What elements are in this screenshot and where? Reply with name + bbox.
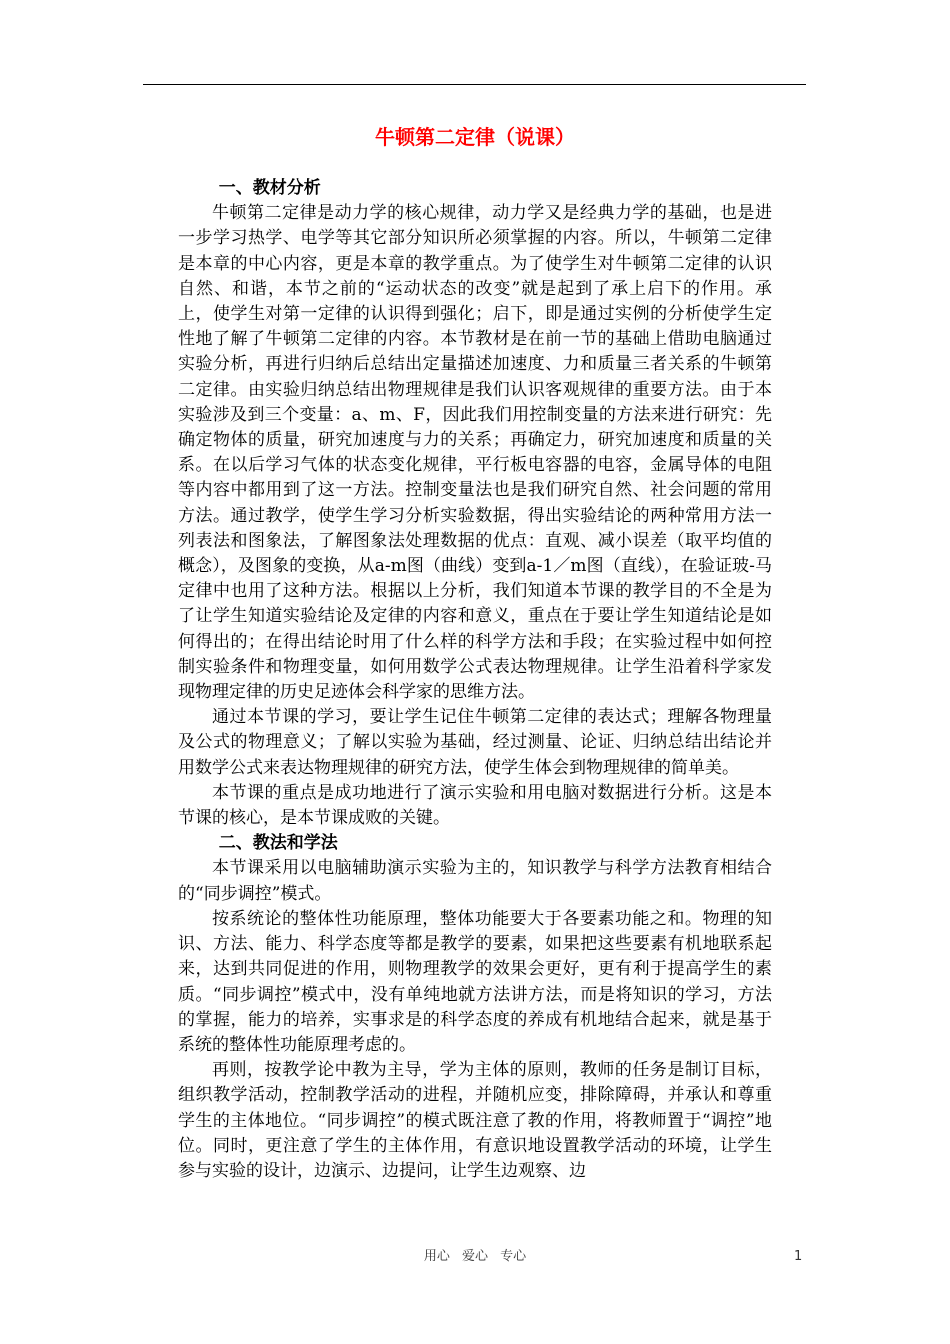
document-body	[178, 176, 772, 1184]
paragraph: 通过本节课的学习，要让学生记住牛顿第二定律的表达式；理解各物理量及公式的物理意义；了解以实验为基础，经过测量、论证、归纳总结出结论并用数学公式来表达物理规律的研究方法，使学生体会到物理规律的简单美。	[178, 707, 772, 778]
section-heading: 一、教材分析	[218, 178, 321, 198]
paragraph: 按系统论的整体性功能原理，整体功能要大于各要素功能之和。物理的知识、方法、能力、科学态度等都是教学的要素，如果把这些要素有机地联系起来，达到共同促进的作用，则物理教学的效果会更好，更有利于提高学生的素质。“同步调控”模式中，没有单纯地就方法讲方法，而是将知识的学习，方法的掌握，能力的培养，实事求是的科学态度的养成有机地结合起来，就是基于系统的整体性功能原理考虑的。	[178, 908, 772, 1055]
footer-text: 用心 爱心 专心	[423, 1249, 527, 1264]
document-title: 牛顿第二定律（说课）	[375, 125, 575, 149]
paragraph: 本节课的重点是成功地进行了演示实验和用电脑对数据进行分析。这是本节课的核心，是本节课成败的关键。	[178, 782, 772, 829]
paragraph: 牛顿第二定律是动力学的核心规律，动力学又是经典力学的基础，也是进一步学习热学、电学等其它部分知识所必须掌握的内容。所以，牛顿第二定律是本章的中心内容，更是本章的教学重点。为了使学生对牛顿第二定律的认识自然、和谐，本节之前的“运动状态的改变”就是起到了承上启下的作用。承上，使学生对第一定律的认识得到强化；启下，即是通过实例的分析使学生定性地了解了牛顿第二定律的内容。本节教材是在前一节的基础上借助电脑通过实验分析，再进行归纳后总结出定量描述加速度、力和质量三者关系的牛顿第二定律。由实验归纳总结出物理规律是我们认识客观规律的重要方法。由于本实验涉及到三个变量：a、m、F，因此我们用控制变量的方法来进行研究：先确定物体的质量，研究加速度与力的关系；再确定力，研究加速度和质量的关系。在以后学习气体的状态变化规律，平行板电容器的电容，金属导体的电阻等内容中都用到了这一方法。控制变量法也是我们研究自然、社会问题的常用方法。通过教学，使学生学习分析实验数据，得出实验结论的两种常用方法一列表法和图象法，了解图象法处理数据的优点：直观、减小误差（取平均值的概念），及图象的变换，从a-m图（曲线）变到a-1／m图（直线），在验证玻-马定律中也用了这种方法。根据以上分析，我们知道本节课的教学目的不全是为了让学生知道实验结论及定律的内容和意义，重点在于要让学生知道结论是如何得出的；在得出结论时用了什么样的科学方法和手段；在实验过程中如何控制实验条件和物理变量，如何用数学公式表达物理规律。让学生沿着科学家发现物理定律的历史足迹体会科学家的思维方法。	[178, 203, 772, 703]
header-rule	[143, 84, 806, 85]
section-heading: 二、教法和学法	[218, 833, 338, 854]
page-number: 1	[794, 1249, 803, 1264]
paragraph: 再则，按教学论中教为主导，学为主体的原则，教师的任务是制订目标，组织教学活动，控制教学活动的进程，并随机应变，排除障碍，并承认和尊重学生的主体地位。“同步调控”的模式既注意了教的作用，将教师置于“调控”地位。同时，更注意了学生的主体作用，有意识地设置教学活动的环境，让学生参与实验的设计，边演示、边提问，让学生边观察、边	[178, 1060, 772, 1181]
paragraph: 本节课采用以电脑辅助演示实验为主的，知识教学与科学方法教育相结合的“同步调控”模式。	[178, 858, 772, 904]
